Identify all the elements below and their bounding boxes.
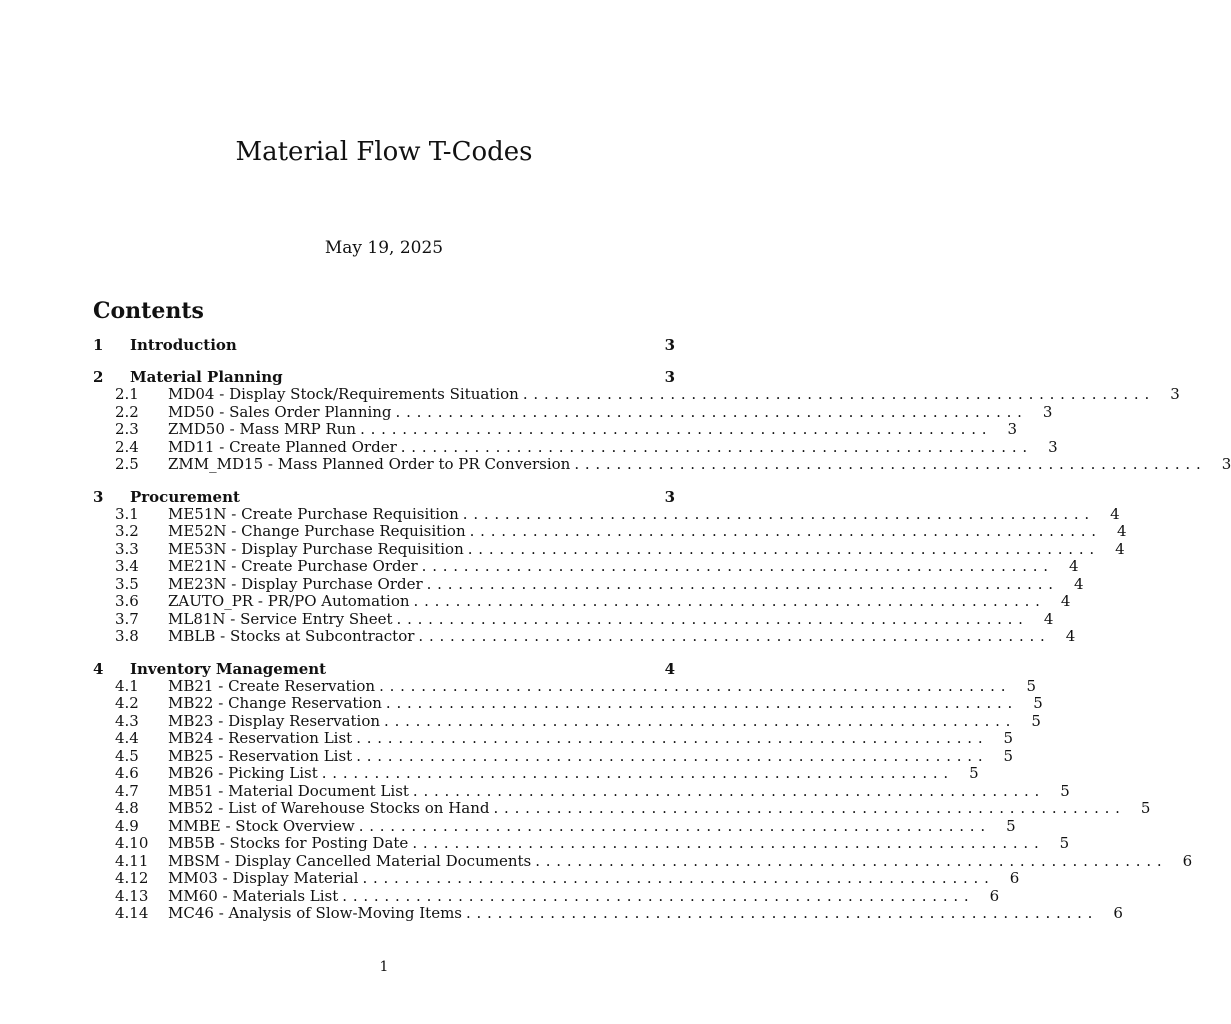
toc-subsection-entry[interactable] — [93, 851, 1193, 871]
toc-section-number: 2 — [93, 368, 104, 386]
toc-section-title: Introduction — [130, 336, 237, 354]
toc-dot-leader: . . . . . . . . . . . . . . . . . . . . . . . . . . . . . . . . . . . . . . . . . . . . . . . . . . . . . . . . . . . . — [321, 764, 949, 782]
toc-subsection-page: 5 — [1006, 816, 1016, 835]
toc-dot-leader: . . . . . . . . . . . . . . . . . . . . . . . . . . . . . . . . . . . . . . . . . . . . . . . . . . . . . . . . . . . . — [412, 781, 1040, 800]
toc-subsection-page: 3 — [1042, 402, 1053, 421]
toc-subsection-entry[interactable] — [93, 522, 1127, 541]
toc-subsection-entry[interactable] — [93, 711, 1041, 731]
toc-subsection-page: 4 — [1073, 574, 1084, 593]
toc-dot-leader: . . . . . . . . . . . . . . . . . . . . . . . . . . . . . . . . . . . . . . . . . . . . . . . . . . . . . . . . . . . . — [400, 437, 1028, 456]
contents-heading: Contents — [93, 298, 204, 324]
toc-subsection-entry[interactable] — [93, 676, 1036, 696]
toc-section-title: Procurement — [130, 487, 240, 506]
toc-subsection-number: 4.8 — [115, 799, 139, 817]
toc-subsection-page: 5 — [969, 764, 979, 782]
toc-subsection-number: 3.4 — [115, 557, 139, 575]
toc-subsection-entry[interactable] — [93, 834, 1070, 853]
document-date: May 19, 2025 — [324, 238, 444, 258]
toc-subsection-entry[interactable] — [93, 402, 1053, 422]
toc-subsection-number: 4.9 — [115, 816, 139, 835]
toc-dot-leader: . . . . . . . . . . . . . . . . . . . . . . . . . . . . . . . . . . . . . . . . . . . . . . . . . . . . . . . . . . . . — [360, 420, 987, 438]
toc-subsection-number: 4.7 — [115, 781, 139, 800]
toc-subsection-title: MD50 - Sales Order Planning — [168, 402, 392, 421]
toc-subsection-title: MB51 - Material Document List — [168, 781, 409, 800]
toc-subsection-number: 2.4 — [115, 437, 139, 456]
toc-subsection-number: 4.12 — [115, 869, 149, 887]
toc-subsection-number: 3.7 — [115, 609, 139, 628]
toc-subsection-title: ME53N - Display Purchase Requisition — [168, 539, 464, 558]
document-title: Material Flow T-Codes — [235, 137, 533, 167]
toc-subsection-page: 5 — [1031, 711, 1041, 730]
toc-section-title: Inventory Management — [130, 659, 327, 678]
toc-section-entry[interactable] — [93, 660, 675, 678]
toc-dot-leader: . . . . . . . . . . . . . . . . . . . . . . . . . . . . . . . . . . . . . . . . . . . . . . . . . . . . . . . . . . . . — [379, 676, 1006, 695]
toc-subsection-entry[interactable] — [93, 574, 1084, 594]
toc-subsection-page: 5 — [1140, 799, 1151, 817]
toc-dot-leader: . . . . . . . . . . . . . . . . . . . . . . . . . . . . . . . . . . . . . . . . . . . . . . . . . . . . . . . . . . . . — [342, 886, 970, 905]
toc-subsection-number: 4.1 — [115, 676, 139, 695]
toc-subsection-page: 5 — [1003, 746, 1014, 765]
toc-dot-leader: . . . . . . . . . . . . . . . . . . . . . . . . . . . . . . . . . . . . . . . . . . . . . . . . . . . . . . . . . . . . — [535, 851, 1163, 870]
toc-subsection-title: MB24 - Reservation List — [168, 729, 353, 747]
toc-subsection-number: 3.1 — [115, 504, 139, 523]
toc-dot-leader: . . . . . . . . . . . . . . . . . . . . . . . . . . . . . . . . . . . . . . . . . . . . . . . . . . . . . . . . . . . . — [358, 816, 986, 835]
toc-section-group — [93, 336, 675, 354]
toc-section-number: 3 — [93, 487, 104, 506]
toc-subsection-entry[interactable] — [93, 746, 1014, 766]
toc-section-group — [93, 487, 1127, 646]
toc-section-page: 3 — [664, 336, 675, 354]
toc-subsection-page: 4 — [1065, 627, 1076, 645]
toc-subsection-number: 4.4 — [115, 729, 139, 747]
toc-subsection-page: 5 — [1059, 834, 1070, 852]
toc-subsection-entry[interactable] — [93, 694, 1043, 713]
toc-subsection-title: MM03 - Display Material — [168, 869, 359, 887]
toc-subsection-title: ZMM_MD15 - Mass Planned Order to PR Conversion — [168, 455, 571, 473]
toc-subsection-number: 2.2 — [115, 402, 139, 421]
toc-subsection-number: 4.2 — [115, 694, 139, 712]
toc-subsection-title: MMBE - Stock Overview — [168, 816, 355, 835]
toc-subsection-page: 6 — [1009, 869, 1020, 887]
toc-dot-leader: . . . . . . . . . . . . . . . . . . . . . . . . . . . . . . . . . . . . . . . . . . . . . . . . . . . . . . . . . . . . — [466, 904, 1093, 922]
toc-subsection-page: 3 — [1221, 455, 1231, 473]
toc-subsection-title: ME23N - Display Purchase Order — [168, 574, 423, 593]
toc-dot-leader: . . . . . . . . . . . . . . . . . . . . . . . . . . . . . . . . . . . . . . . . . . . . . . . . . . . . . . . . . . . . — [467, 539, 1095, 558]
toc-dot-leader: . . . . . . . . . . . . . . . . . . . . . . . . . . . . . . . . . . . . . . . . . . . . . . . . . . . . . . . . . . . . — [418, 627, 1046, 645]
toc-subsection-entry[interactable] — [93, 627, 1076, 646]
toc-subsection-title: MBSM - Display Cancelled Material Documents — [168, 851, 532, 870]
toc-subsection-entry[interactable] — [93, 437, 1058, 457]
toc-subsection-number: 3.5 — [115, 574, 139, 593]
toc-subsection-title: MC46 - Analysis of Slow-Moving Items — [168, 904, 463, 922]
toc-subsection-number: 3.6 — [115, 592, 139, 610]
toc-subsection-number: 4.13 — [115, 886, 149, 905]
toc-subsection-page: 4 — [1069, 557, 1079, 575]
toc-subsection-title: ZMD50 - Mass MRP Run — [168, 420, 357, 438]
toc-subsection-entry[interactable] — [93, 764, 979, 783]
toc-subsection-number: 4.14 — [115, 904, 149, 922]
toc-dot-leader: . . . . . . . . . . . . . . . . . . . . . . . . . . . . . . . . . . . . . . . . . . . . . . . . . . . . . . . . . . . . — [385, 694, 1013, 712]
toc-section-group — [93, 659, 1193, 923]
toc-dot-leader: . . . . . . . . . . . . . . . . . . . . . . . . . . . . . . . . . . . . . . . . . . . . . . . . . . . . . . . . . . . . — [426, 574, 1054, 593]
toc-subsection-page: 3 — [1048, 437, 1058, 456]
toc-subsection-page: 5 — [1060, 781, 1070, 800]
toc-dot-leader: . . . . . . . . . . . . . . . . . . . . . . . . . . . . . . . . . . . . . . . . . . . . . . . . . . . . . . . . . . . . — [413, 592, 1041, 610]
toc-subsection-entry[interactable] — [93, 904, 1123, 923]
toc-subsection-title: MB22 - Change Reservation — [168, 694, 382, 712]
toc-subsection-entry[interactable] — [93, 592, 1071, 611]
toc-subsection-title: MB52 - List of Warehouse Stocks on Hand — [168, 799, 490, 817]
page-number: 1 — [379, 959, 389, 975]
toc-dot-leader: . . . . . . . . . . . . . . . . . . . . . . . . . . . . . . . . . . . . . . . . . . . . . . . . . . . . . . . . . . . . — [412, 834, 1040, 852]
toc-subsection-number: 4.11 — [115, 851, 149, 870]
toc-subsection-entry[interactable] — [93, 816, 1016, 836]
toc-subsection-page: 4 — [1060, 592, 1071, 610]
toc-subsection-number: 4.10 — [115, 834, 149, 852]
toc-subsection-number: 2.3 — [115, 420, 139, 438]
toc-subsection-number: 2.1 — [115, 385, 139, 403]
toc-subsection-title: ML81N - Service Entry Sheet — [168, 609, 393, 628]
toc-subsection-title: MB23 - Display Reservation — [168, 711, 381, 730]
toc-subsection-number: 3.8 — [115, 627, 139, 645]
toc-dot-leader: . . . . . . . . . . . . . . . . . . . . . . . . . . . . . . . . . . . . . . . . . . . . . . . . . . . . . . . . . . . . — [384, 711, 1011, 730]
toc-section-title: Material Planning — [130, 368, 283, 386]
toc-dot-leader: . . . . . . . . . . . . . . . . . . . . . . . . . . . . . . . . . . . . . . . . . . . . . . . . . . . . . . . . . . . . — [396, 609, 1024, 628]
toc-subsection-entry[interactable] — [93, 799, 1151, 818]
toc-dot-leader: . . . . . . . . . . . . . . . . . . . . . . . . . . . . . . . . . . . . . . . . . . . . . . . . . . . . . . . . . . . . — [574, 455, 1202, 473]
toc-subsection-page: 5 — [1003, 729, 1014, 747]
toc-subsection-title: ME52N - Change Purchase Requisition — [168, 522, 466, 540]
toc-subsection-title: MB5B - Stocks for Posting Date — [168, 834, 409, 852]
toc-subsection-page: 6 — [989, 886, 1000, 905]
toc-subsection-title: MB26 - Picking List — [168, 764, 318, 782]
toc-subsection-title: ME51N - Create Purchase Requisition — [168, 504, 459, 523]
toc-subsection-entry[interactable] — [93, 385, 1180, 404]
toc-subsection-title: MM60 - Materials List — [168, 886, 339, 905]
toc-subsection-entry[interactable] — [93, 557, 1079, 576]
toc-subsection-entry[interactable] — [93, 455, 1231, 474]
toc-subsection-entry[interactable] — [93, 609, 1054, 629]
toc-dot-leader: . . . . . . . . . . . . . . . . . . . . . . . . . . . . . . . . . . . . . . . . . . . . . . . . . . . . . . . . . . . . — [462, 504, 1090, 523]
toc-subsection-page: 5 — [1026, 676, 1036, 695]
toc-subsection-entry[interactable] — [93, 504, 1120, 524]
toc-section-group — [93, 368, 1231, 474]
toc-dot-leader: . . . . . . . . . . . . . . . . . . . . . . . . . . . . . . . . . . . . . . . . . . . . . . . . . . . . . . . . . . . . — [469, 522, 1097, 540]
toc-dot-leader: . . . . . . . . . . . . . . . . . . . . . . . . . . . . . . . . . . . . . . . . . . . . . . . . . . . . . . . . . . . . — [362, 869, 990, 887]
toc-subsection-entry[interactable] — [93, 539, 1125, 559]
toc-section-page: 3 — [664, 487, 675, 506]
toc-subsection-page: 3 — [1170, 385, 1180, 403]
toc-subsection-number: 2.5 — [115, 455, 139, 473]
toc-section-entry[interactable] — [93, 336, 675, 354]
toc-subsection-title: ME21N - Create Purchase Order — [168, 557, 418, 575]
toc-subsection-page: 3 — [1007, 420, 1017, 438]
toc-subsection-entry[interactable] — [93, 420, 1017, 439]
toc-subsection-title: MB25 - Reservation List — [168, 746, 353, 765]
toc-subsection-page: 4 — [1117, 522, 1127, 540]
toc-subsection-number: 3.2 — [115, 522, 139, 540]
toc-section-entry[interactable] — [93, 488, 675, 506]
toc-subsection-page: 6 — [1113, 904, 1123, 922]
toc-section-number: 1 — [93, 336, 104, 354]
toc-dot-leader: . . . . . . . . . . . . . . . . . . . . . . . . . . . . . . . . . . . . . . . . . . . . . . . . . . . . . . . . . . . . — [395, 402, 1023, 421]
toc-subsection-page: 4 — [1043, 609, 1054, 628]
toc-subsection-title: MBLB - Stocks at Subcontractor — [168, 627, 415, 645]
toc-dot-leader: . . . . . . . . . . . . . . . . . . . . . . . . . . . . . . . . . . . . . . . . . . . . . . . . . . . . . . . . . . . . — [493, 799, 1121, 817]
toc-subsection-title: MB21 - Create Reservation — [168, 676, 376, 695]
toc-subsection-number: 4.3 — [115, 711, 139, 730]
toc-section-page: 3 — [664, 368, 675, 386]
toc-section-number: 4 — [93, 659, 104, 678]
toc-subsection-entry[interactable] — [93, 886, 1000, 906]
toc-subsection-entry[interactable] — [93, 729, 1014, 748]
toc-dot-leader: . . . . . . . . . . . . . . . . . . . . . . . . . . . . . . . . . . . . . . . . . . . . . . . . . . . . . . . . . . . . — [356, 729, 984, 747]
toc-subsection-title: MD11 - Create Planned Order — [168, 437, 397, 456]
toc-subsection-page: 4 — [1110, 504, 1120, 523]
toc-subsection-number: 4.5 — [115, 746, 139, 765]
table-of-contents — [93, 336, 1231, 937]
toc-subsection-entry[interactable] — [93, 869, 1020, 888]
toc-subsection-page: 6 — [1182, 851, 1193, 870]
toc-section-page: 4 — [664, 659, 675, 678]
toc-subsection-page: 5 — [1033, 694, 1043, 712]
toc-dot-leader: . . . . . . . . . . . . . . . . . . . . . . . . . . . . . . . . . . . . . . . . . . . . . . . . . . . . . . . . . . . . — [421, 557, 1049, 575]
toc-section-entry[interactable] — [93, 368, 675, 386]
toc-dot-leader: . . . . . . . . . . . . . . . . . . . . . . . . . . . . . . . . . . . . . . . . . . . . . . . . . . . . . . . . . . . . — [522, 385, 1150, 403]
toc-subsection-title: ZAUTO_PR - PR/PO Automation — [168, 592, 410, 610]
toc-subsection-title: MD04 - Display Stock/Requirements Situation — [168, 385, 519, 403]
toc-dot-leader: . . . . . . . . . . . . . . . . . . . . . . . . . . . . . . . . . . . . . . . . . . . . . . . . . . . . . . . . . . . . — [356, 746, 984, 765]
toc-subsection-page: 4 — [1115, 539, 1125, 558]
toc-subsection-number: 3.3 — [115, 539, 139, 558]
toc-subsection-entry[interactable] — [93, 781, 1070, 801]
toc-subsection-number: 4.6 — [115, 764, 139, 782]
